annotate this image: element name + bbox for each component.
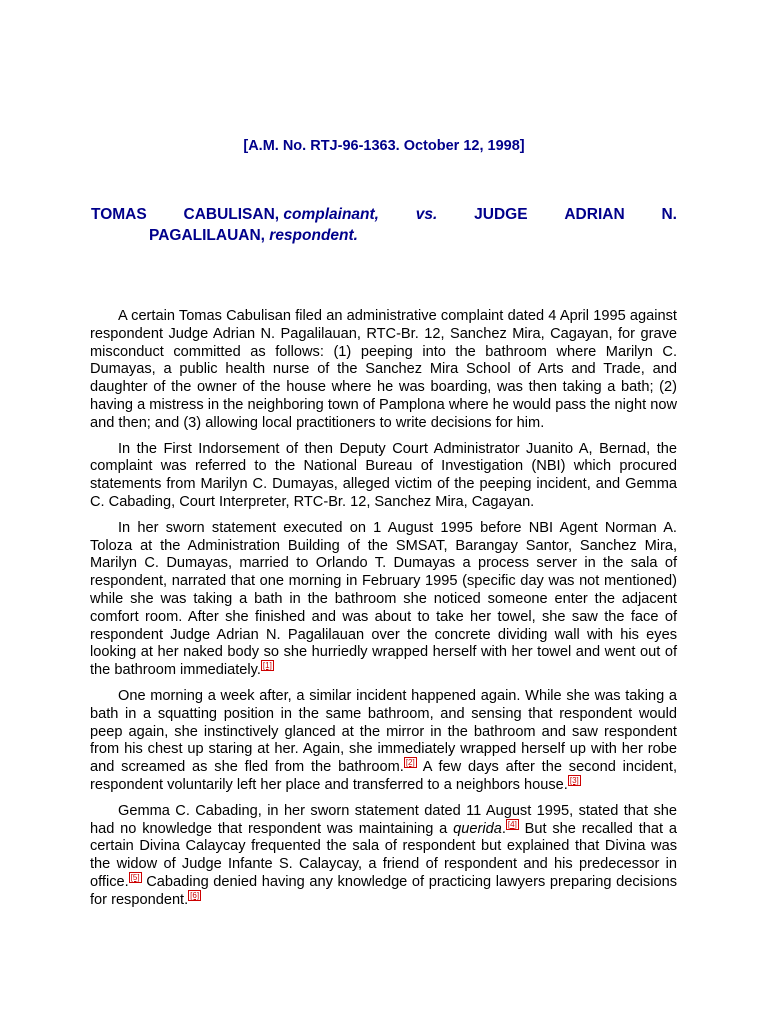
respondent-role: respondent. [269,227,358,244]
respondent-surname: PAGALILAUAN, [149,227,265,244]
footnote-link-6[interactable]: [6] [190,890,200,900]
complainant-name-first: TOMAS [91,206,147,223]
paragraph-1: A certain Tomas Cabulisan filed an administrative complaint dated 4 April 1995 against respondent Judge Adrian N. Pagalilauan, RTC-Br. 12, Sanchez Mira, Cagayan, for grave misconduct committed as follows: (1) peeping into the bathroom where Marilyn C. Dumayas, a public health nurse of the Sanchez Mira School of Arts and Trade, and daughter of the owner of the house where he was boarding, was then taking a bath; (2) having a mistress in the neighboring town of Pamplona where he would pass the night now and then; and (3) allowing local practitioners to write decisions for him. [90,308,677,431]
paragraph-4 [90,688,677,795]
paragraph-2: In the First Indorsement of then Deputy Court Administrator Juanito A, Bernad, the complaint was referred to the National Bureau of Investigation (NBI) which procured statements from Marilyn C. Dumayas, alleged victim of the peeping incident, and Gemma C. Cabading, Court Interpreter, RTC-Br. 12, Sanchez Mira, Cagayan. [90,440,677,510]
caption-line-1 [91,204,677,225]
paragraph-5-period: . [501,820,506,837]
footnote-link-5[interactable]: [5] [130,872,140,882]
paragraph-4-text-b: A few days after the second incident, respondent voluntarily left her place and transferred to a neighbors house. [90,759,678,793]
respondent-title: JUDGE [474,206,528,223]
respondent-first-name: ADRIAN [564,206,625,223]
paragraph-3 [90,520,677,680]
complainant-name-last: CABULISAN, complainant, [183,206,379,223]
document-body [90,308,677,918]
paragraph-4-text-a: One morning a week after, a similar incident happened again. While she was taking a bath in a squatting position in the same bathroom, and sensing that respondent would peep again, she instinctively glanced at the mirror in the bathroom and saw respondent from his chest up staring at her. Again, she immediately wrapped herself up with her robe and screamed as she fled from the bathroom. [90,687,677,776]
footnote-link-2[interactable]: [2] [405,758,415,768]
paragraph-5 [90,803,677,910]
respondent-initial: N. [661,206,677,223]
paragraph-5-text-d: Cabading denied having any knowledge of practicing lawyers preparing decisions for respondent. [90,873,677,908]
footnote-link-3[interactable]: [3] [569,775,579,785]
paragraph-5-emphasis: querida [453,820,502,837]
footnote-link-4[interactable]: [4] [507,819,517,829]
complainant-role: complainant, [283,206,379,223]
versus-label: vs. [415,206,438,223]
paragraph-3-text: In her sworn statement executed on 1 August 1995 before NBI Agent Norman A. Toloza at the Administration Building of the SMSAT, Barangay Santor, Sanchez Mira, Marilyn C. Dumayas, married to Orlando T. Dumayas a process server in the sala of respondent, narrated that one morning in February 1995 (specific day was not mentioned) while she was taking a bath in the bathroom she noticed someone enter the adjacent comfort room. After she finished and was about to take her towel, she saw the face of respondent Judge Adrian N. Pagalilauan over the concrete dividing wall with his eyes looking at her naked body so she hurriedly wrapped herself with her towel and went out of the bathroom immediately. [90,519,677,679]
caption-line-2 [91,225,677,246]
paragraph-5-text-c: But she recalled that a certain Divina Calaycay frequented the sala of respondent but explained that Divina was the widow of Judge Infante S. Calaycay, a friend of respondent and his predecessor in office. [90,820,677,890]
case-caption [91,204,677,246]
paragraph-5-text-a: Gemma C. Cabading, in her sworn statement dated 11 August 1995, stated that she had no knowledge that respondent was maintaining a [90,802,677,837]
footnote-link-1[interactable]: [1] [262,661,272,671]
case-number-heading: [A.M. No. RTJ-96-1363. October 12, 1998] [243,138,525,154]
